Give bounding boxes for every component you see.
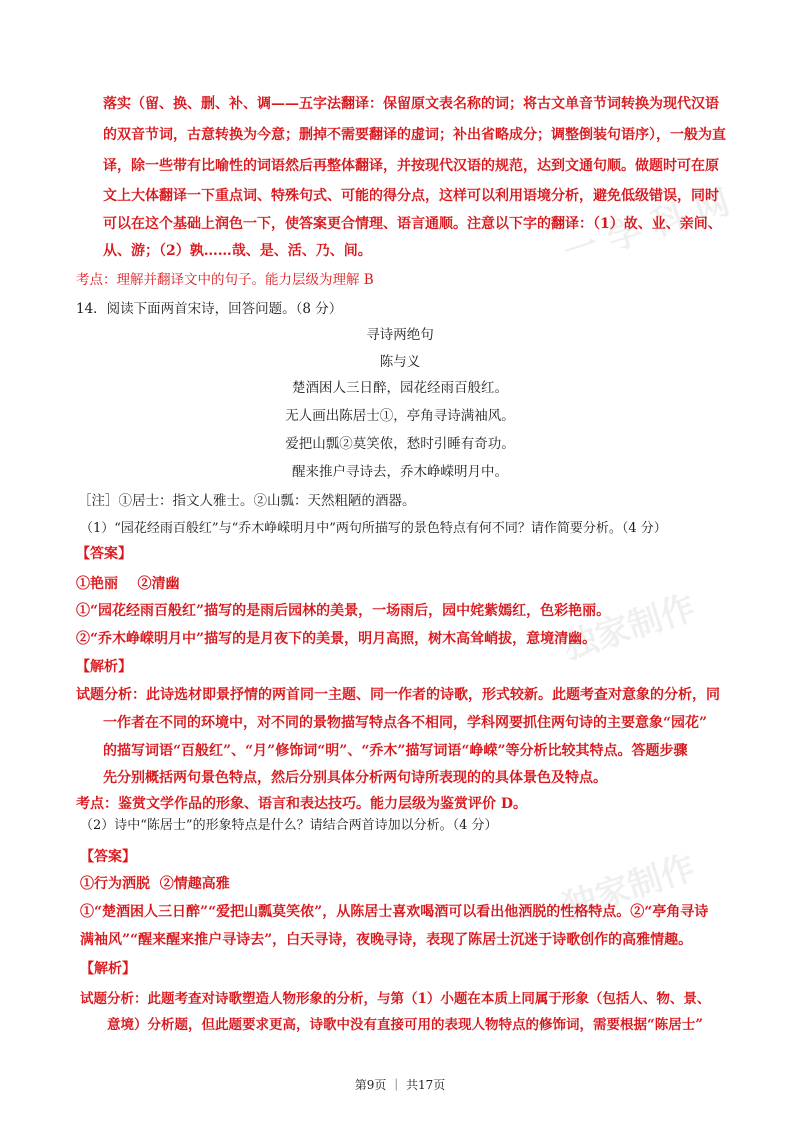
sub1-analysis-line-1: 试题分析：此诗选材即景抒情的两首同一主题、同一作者的诗歌，形式较新。此题考查对意象的分析，同 <box>76 687 720 703</box>
poem-line-3: 爱把山瓢②莫笑侬，愁时引睡有奇功。 <box>285 436 515 452</box>
sub1-question: （1）“园花经雨百般红”与“乔木峥嵘明月中”两句所描写的景色特点有何不同？请作简要分析。（4 分） <box>80 521 667 536</box>
top-line-1: 落实（留、换、删、补、调——五字法翻译：保留原文表名称的词；将古文单音节词转换为现代汉语 <box>103 96 719 112</box>
sub2-answer-label: 【答案】 <box>80 849 136 865</box>
sub1-analysis-line-3: 的描写词语“百般红”、“月”修饰词“明”、“乔木”描写词语“峥嵘”等分析比较其特点。答题步骤 <box>103 743 688 759</box>
sub2-analysis-line-2: 意境）分析题，但此题要求更高，诗歌中没有直接可用的表现人物特点的修饰词，需要根据“陈居士” <box>107 1017 704 1033</box>
top-line-5: 可以在这个基础上润色一下，使答案更合情理、语言通顺。注意以下字的翻译：（1）故、业、亲间、 <box>103 216 722 232</box>
poem-title: 寻诗两绝句 <box>366 327 434 343</box>
question-14-stem: 14．阅读下面两首宋诗，回答问题。（8 分） <box>76 301 343 317</box>
sub1-answer-line-1: ①“园花经雨百般红”描写的是雨后园林的美景，一场雨后，园中姹紫嫣红，色彩艳丽。 <box>76 603 611 619</box>
sub1-answer-short: ①艳丽 ②清幽 <box>76 576 180 592</box>
watermark: 一 学 科 网 <box>559 182 735 274</box>
top-line-4: 文上大体翻译一下重点词、特殊句式、可能的得分点，这样可以利用语境分析，避免低级错误，同时 <box>103 188 719 204</box>
top-line-3: 译，除一些带有比喻性的词语然后再整体翻译，并按现代汉语的规范，达到文通句顺。做题时可在原 <box>103 158 719 174</box>
poem-author: 陈与义 <box>379 354 421 370</box>
poem-note: ［注］①居士：指文人雅士。②山瓢：天然粗陋的酒器。 <box>78 493 416 509</box>
sub1-kaodian: 考点：鉴赏文学作品的形象、语言和表达技巧。能力层级为鉴赏评价 D。 <box>76 796 528 812</box>
watermark: 独家制作 <box>558 847 700 928</box>
sub1-answer-label: 【答案】 <box>76 546 132 562</box>
top-line-2: 的双音节词，古意转换为今意；删掉不需要翻译的虚词；补出省略成分；调整倒装句语序），一般为直 <box>103 127 726 143</box>
page-footer: 第9页 ｜ 共17页 <box>354 1078 446 1092</box>
poem-line-2: 无人画出陈居士①，亭角寻诗满袖风。 <box>285 408 515 424</box>
sub1-analysis-label: 【解析】 <box>76 659 132 675</box>
kaodian-top: 考点：理解并翻译文中的句子。能力层级为理解 B <box>76 272 374 288</box>
sub2-question: （2）诗中“陈居士”的形象特点是什么？请结合两首诗加以分析。（4 分） <box>80 818 498 833</box>
sub2-analysis-label: 【解析】 <box>80 961 136 977</box>
poem-line-1: 楚酒困人三日醉，园花经雨百般红。 <box>292 380 508 396</box>
sub2-analysis-line-1: 试题分析：此题考查对诗歌塑造人物形象的分析，与第（1）小题在本质上同属于形象（包括人、物、景、 <box>80 991 711 1007</box>
watermark: 独家制作 <box>558 587 700 668</box>
sub1-analysis-line-2: 一作者在不同的环境中，对不同的景物描写特点各不相同，学科网要抓住两句诗的主要意象“园花” <box>103 715 708 731</box>
top-line-6: 从、游；（2）孰……哉、是、活、乃、间。 <box>103 243 372 259</box>
poem-line-4: 醒来推户寻诗去，乔木峥嵘明月中。 <box>292 464 508 480</box>
sub2-answer-short: ①行为洒脱 ②情趣高雅 <box>80 876 230 892</box>
sub2-answer-line-2: 满袖风”“醒来醒来推户寻诗去”，白天寻诗，夜晚寻诗，表现了陈居士沉迷于诗歌创作的高雅情趣。 <box>80 932 693 948</box>
sub1-analysis-line-4: 先分别概括两句景色特点，然后分别具体分析两句诗所表现的的具体景色及特点。 <box>103 770 607 786</box>
sub1-answer-line-2: ②“乔木峥嵘明月中”描写的是月夜下的美景，明月高照，树木高耸峭拔，意境清幽。 <box>76 631 597 647</box>
sub2-answer-line-1: ①“楚酒困人三日醉”“爱把山瓢莫笑侬”，从陈居士喜欢喝酒可以看出他洒脱的性格特点。②“亭角寻诗 <box>80 904 709 920</box>
